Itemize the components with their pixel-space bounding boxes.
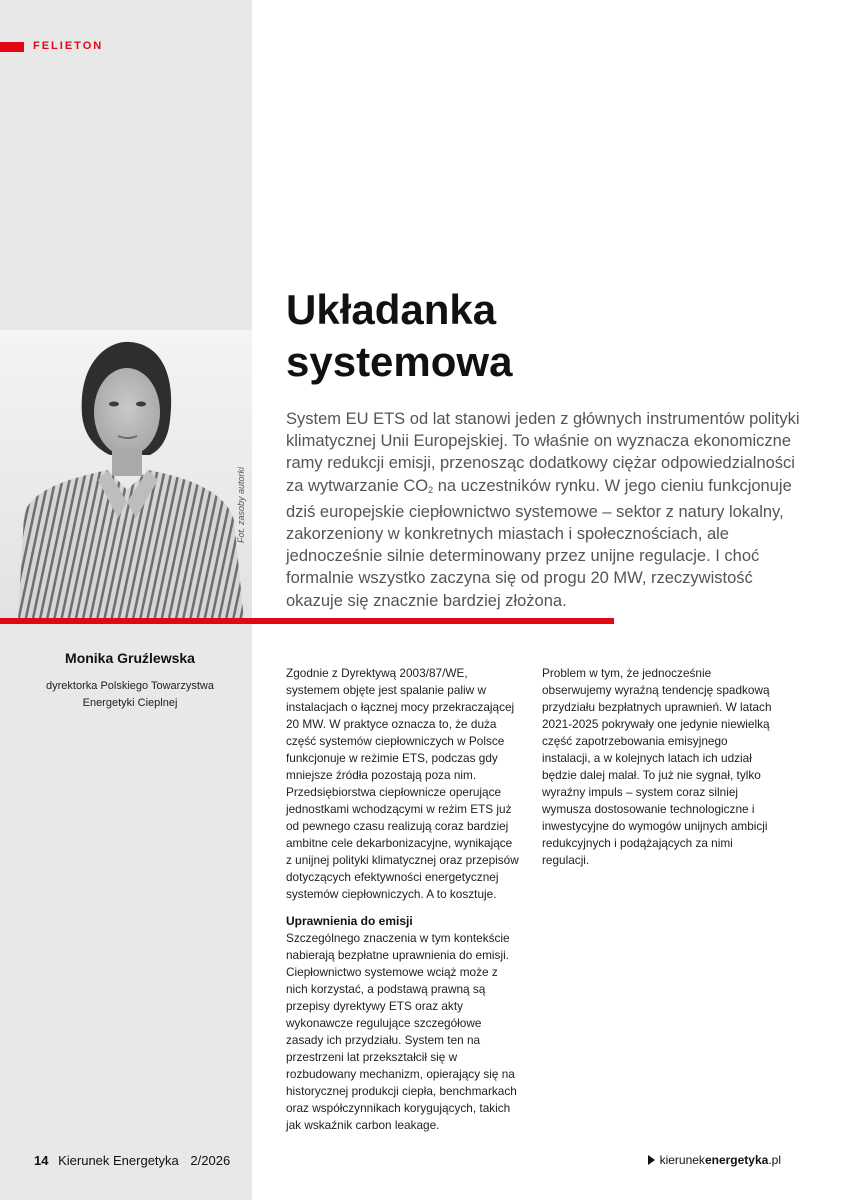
body-subheading: Uprawnienia do emisji xyxy=(286,914,413,928)
author-role: dyrektorka Polskiego Towarzystwa Energetyki Cieplnej xyxy=(46,680,214,709)
red-divider xyxy=(0,618,614,624)
title-line-1: Układanka xyxy=(286,286,497,333)
chevron-right-icon xyxy=(648,1155,655,1165)
author-name: Monika Gruźlewska xyxy=(65,650,195,666)
site-suffix: .pl xyxy=(768,1153,781,1167)
footer-page-info xyxy=(34,1153,230,1168)
footer-website[interactable] xyxy=(648,1153,781,1167)
site-bold: energetyka xyxy=(704,1153,769,1167)
lead-text-part2: na uczestników rynku. W jego cieniu funkcjonuje dziś europejskie ciepłownictwo systemowe – sektor z natury lokalny, zakorzeniony w konkretnych miastach i społecznościach, ale jednocześnie silnie determinowany przez unijne regulacje. I choć formalnie wszystko zaczyna się od progu 20 MW, rzeczywistość okazuje się znacznie bardziej złożona. xyxy=(286,476,792,610)
photo-credit xyxy=(226,455,256,545)
magazine-name: Kierunek Energetyka xyxy=(58,1153,179,1168)
section-label: FELIETON xyxy=(33,40,104,52)
article-lead xyxy=(286,408,806,612)
body-paragraph-1: Zgodnie z Dyrektywą 2003/87/WE, systemem objęte jest spalanie paliw w instalacjach o łącznej mocy przekraczającej 20 MW. W praktyce oznacza to, że duża część systemów ciepłowniczych w Polsce funkcjonuje w reżimie ETS, podczas gdy mniejsze źródła pozostają poza nim. Przedsiębiorstwa ciepłownicze operujące jednostkami wchodzącymi w reżim ETS już od pewnego czasu realizują coraz bardziej ambitne cele dekarbonizacyjne, wynikające z unijnej polityki klimatycznej oraz przepisów dotyczących efektywności energetycznej systemów ciepłowniczych. A to kosztuje. xyxy=(286,666,519,901)
title-line-2: systemowa xyxy=(286,338,513,385)
page-number: 14 xyxy=(34,1153,49,1168)
section-marker xyxy=(0,42,24,52)
body-paragraph-2: Szczególnego znaczenia w tym kontekście nabierają bezpłatne uprawnienia do emisji. Ciepłownictwo systemowe wciąż może z nich korzystać, a podstawą prawną są przepisy dyrektywy ETS oraz akty wykonawcze regulujące szczegółowe zasady ich przydziału. System ten na przestrzeni lat przekształcił się w rozbudowany mechanizm, opierający się na historycznej produkcji ciepła, benchmarkach oraz współczynnikach korygujących, takich jak wskaźnik carbon leakage. xyxy=(286,931,517,1132)
portrait-photo xyxy=(0,330,252,620)
author-photo xyxy=(0,330,252,620)
issue-number: 2/2026 xyxy=(190,1153,231,1168)
article-title xyxy=(286,284,806,388)
body-paragraph-3: Problem w tym, że jednocześnie obserwujemy wyraźną tendencję spadkową przydziału bezpłatnych uprawnień. W latach 2021-2025 pokrywały one jedynie niewielką część zapotrzebowania emisyjnego instalacji, a w kolejnych latach ich udział będzie dalej malał. To już nie sygnał, tylko wyraźny impuls – system coraz silniej wymusza dostosowanie technologiczne i inwestycyjne do wymogów unijnych ambicji redukcyjnych i podążających za nimi regulacji. xyxy=(542,666,772,867)
lead-subscript: 2 xyxy=(428,484,434,495)
lead-text-part1: System EU ETS od lat stanowi jeden z głównych instrumentów polityki klimatycznej Unii Europejskiej. To właśnie on wyznacza ekonomiczne ramy redukcji emisji, przenosząc dodatkowy ciężar odpowiedzialności za wytwarzanie CO xyxy=(286,410,800,495)
photo-credit-text: Fot. zasoby autorki xyxy=(236,466,246,543)
body-column-right xyxy=(542,665,775,875)
site-prefix: kierunek xyxy=(659,1153,705,1167)
body-column-left xyxy=(286,665,519,1140)
